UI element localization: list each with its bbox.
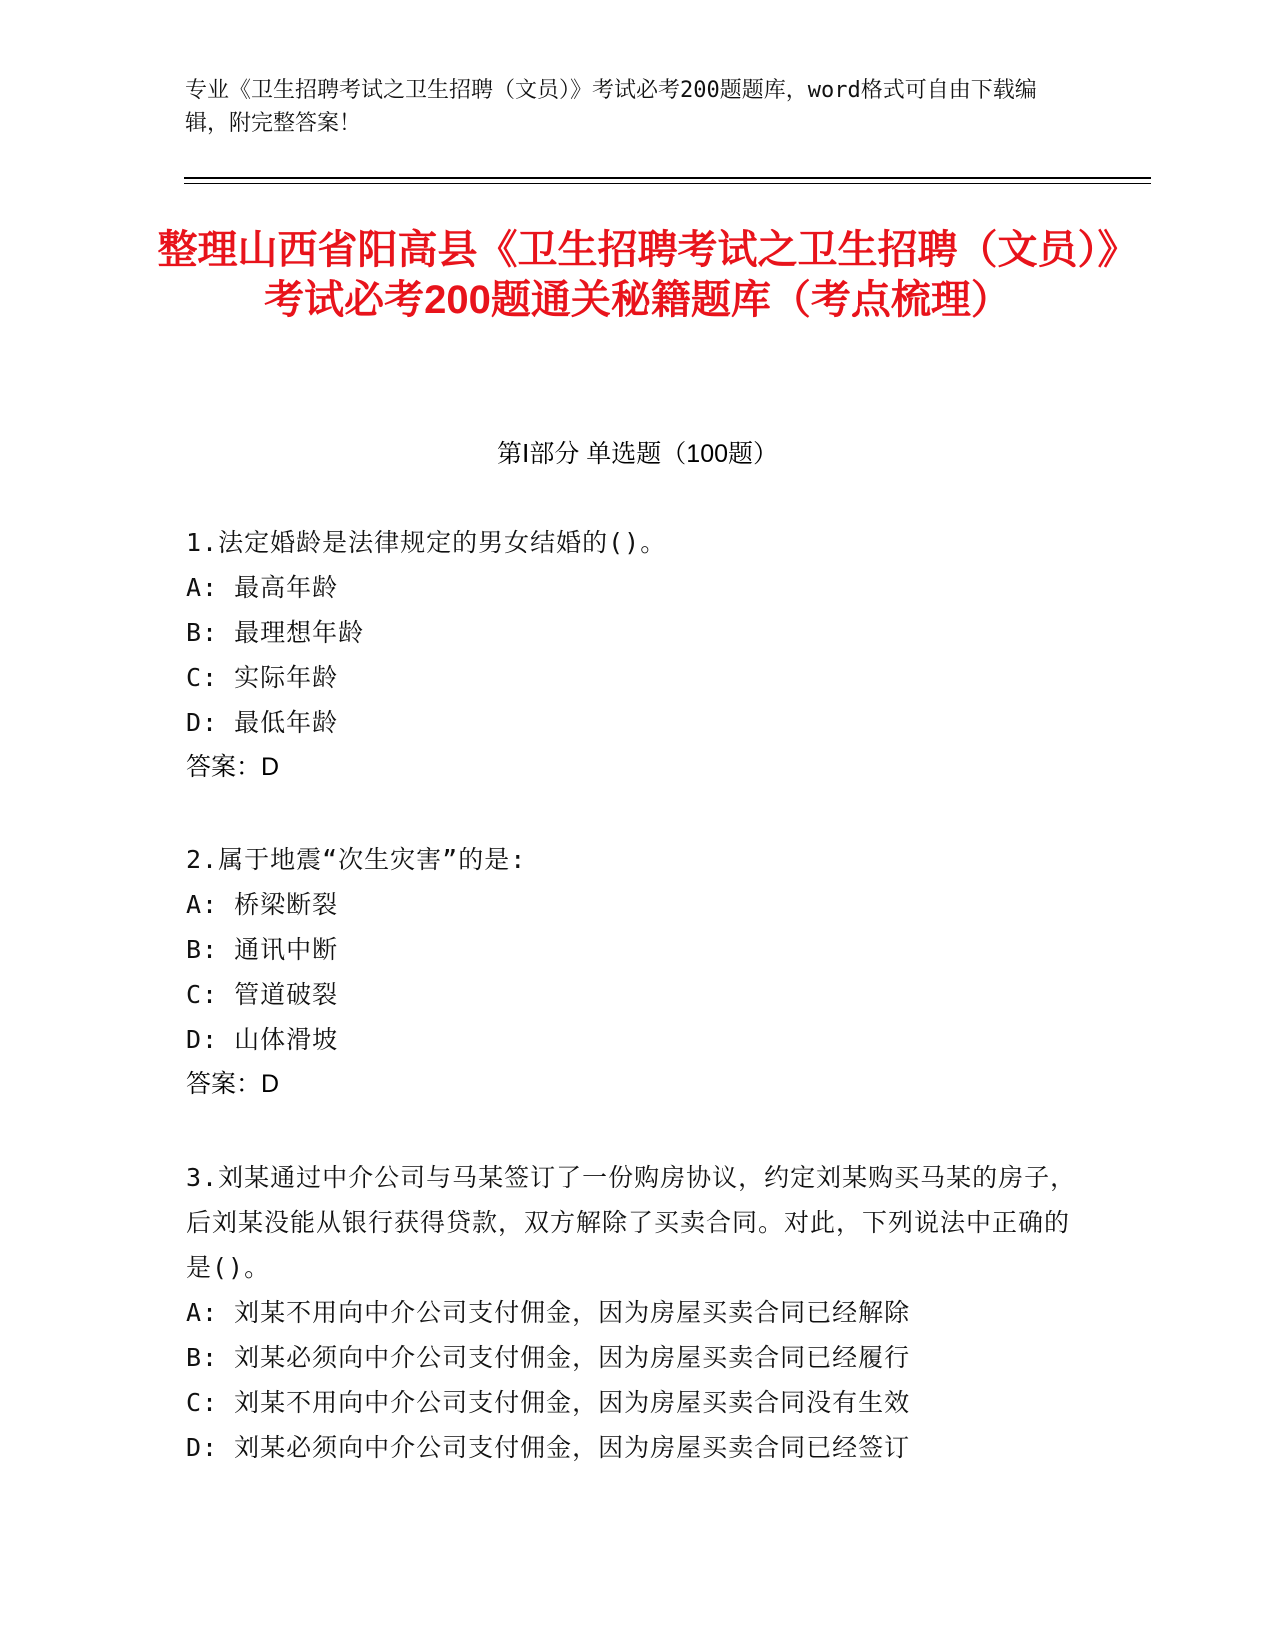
option-d: D: 最低年龄: [186, 708, 339, 737]
option-a: A: 最高年龄: [186, 573, 339, 602]
question-item: [186, 520, 1086, 790]
header-note: 专业《卫生招聘考试之卫生招聘（文员）》考试必考200题题库，word格式可自由下载编辑，附完整答案！: [185, 78, 1037, 136]
option-a: A: 桥梁断裂: [186, 890, 339, 919]
option-b: B: 最理想年龄: [186, 618, 365, 647]
option-c: C: 管道破裂: [186, 980, 339, 1009]
question-item: [186, 1155, 1086, 1470]
question-text: 1.法定婚龄是法律规定的男女结婚的()。: [186, 528, 667, 557]
question-text: 3.刘某通过中介公司与马某签订了一份购房协议，约定刘某购买马某的房子，后刘某没能从银行获得贷款，双方解除了买卖合同。对此，下列说法中正确的是()。: [186, 1163, 1077, 1282]
header-divider-thick: [184, 177, 1151, 179]
question-text: 2.属于地震“次生灾害”的是:: [186, 845, 527, 874]
header-divider-thin: [184, 183, 1151, 184]
document-title: 整理山西省阳高县《卫生招聘考试之卫生招聘（文员）》考试必考200题通关秘籍题库（考点梳理）: [157, 228, 1118, 322]
section-heading: 第Ⅰ部分 单选题（100题）: [496, 440, 779, 468]
option-d: D: 山体滑坡: [186, 1025, 339, 1054]
option-c: C: 实际年龄: [186, 663, 339, 692]
option-c: C: 刘某不用向中介公司支付佣金，因为房屋买卖合同没有生效: [186, 1388, 911, 1417]
option-a: A: 刘某不用向中介公司支付佣金，因为房屋买卖合同已经解除: [186, 1298, 911, 1327]
option-b: B: 通讯中断: [186, 935, 339, 964]
option-d: D: 刘某必须向中介公司支付佣金，因为房屋买卖合同已经签订: [186, 1433, 911, 1462]
answer-line: 答案：D: [186, 1070, 280, 1098]
option-b: B: 刘某必须向中介公司支付佣金，因为房屋买卖合同已经履行: [186, 1343, 911, 1372]
question-item: [186, 837, 1086, 1107]
answer-line: 答案：D: [186, 753, 280, 781]
